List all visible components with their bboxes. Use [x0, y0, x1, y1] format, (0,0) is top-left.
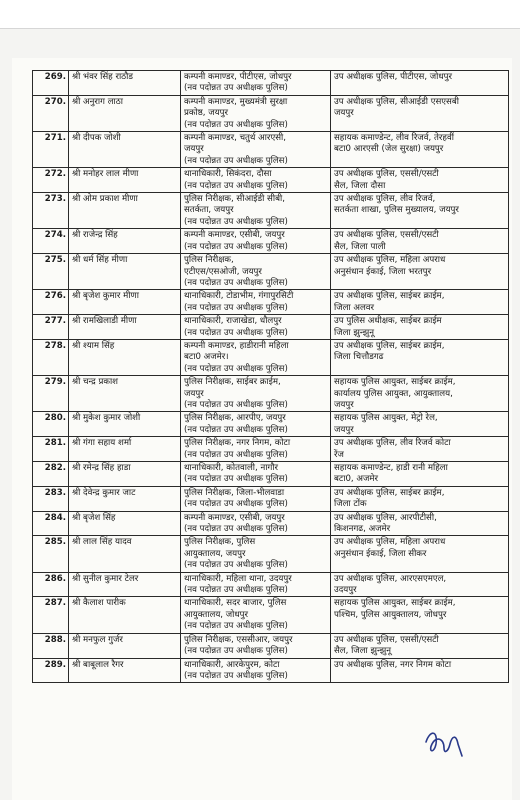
officer-name: श्री राजेन्द्र सिंह [69, 229, 181, 254]
current-posting-cell [181, 254, 331, 290]
new-posting: उप अधीक्षक पुलिस, एससी/एसटी सैल, जिला झुन्झुनू [334, 634, 439, 657]
new-posting-cell [331, 132, 509, 168]
officer-name: श्री बृजेश कुमार मीणा [69, 290, 181, 315]
officer-name: श्री मनफुल गुर्जर [69, 633, 181, 658]
current-posting-cell [181, 572, 331, 597]
serial-number: 269. [33, 71, 69, 96]
promotion-note: (नव पदोन्नत उप अधीक्षक पुलिस) [184, 155, 288, 166]
promotion-note: (नव पदोन्नत उप अधीक्षक पुलिस) [184, 180, 288, 191]
new-posting-cell [331, 658, 509, 683]
current-posting: कम्पनी कमाण्डर, एसीबी, जयपुर [184, 512, 285, 523]
serial-number: 271. [33, 132, 69, 168]
new-posting-cell [331, 95, 509, 131]
table-row [33, 254, 509, 290]
table-row [33, 412, 509, 437]
current-posting: पुलिस निरीक्षक, साईबर क्राईम, जयपुर [184, 377, 281, 399]
promotion-note: (नव पदोन्नत उप अधीक्षक पुलिस) [184, 277, 288, 288]
current-posting: पुलिस निरीक्षक, पुलिस आयुक्तालय, जयपुर [184, 537, 256, 559]
promotion-note: (नव पदोन्नत उप अधीक्षक पुलिस) [184, 363, 288, 374]
new-posting-cell [331, 572, 509, 597]
serial-number: 280. [33, 412, 69, 437]
new-posting: उप अधीक्षक पुलिस, एससी/एसटी सैल, जिला पाली [334, 230, 439, 252]
current-posting-cell [181, 658, 331, 683]
table-row [33, 462, 509, 487]
current-posting-cell [181, 339, 331, 375]
table-row [33, 536, 509, 572]
table-row [33, 376, 509, 412]
table-row [33, 511, 509, 536]
new-posting: उप अधीक्षक पुलिस, आरपीटीसी, किशनगढ, अजमेर [334, 512, 437, 535]
current-posting: थानाधिकारी, महिला थाना, उदयपुर [184, 573, 292, 584]
current-posting-cell [181, 511, 331, 536]
table-row [33, 572, 509, 597]
promotion-note: (नव पदोन्नत उप अधीक्षक पुलिस) [184, 424, 288, 435]
new-posting-cell [331, 315, 509, 340]
officer-name: श्री देवेन्द्र कुमार जाट [69, 486, 181, 511]
officer-name: श्री सुनील कुमार टेलर [69, 572, 181, 597]
current-posting-cell [181, 95, 331, 131]
officer-name: श्री अनुराग लाठा [69, 95, 181, 131]
officer-name: श्री भंवर सिंह राठौड [69, 71, 181, 96]
table-row [33, 633, 509, 658]
new-posting-cell [331, 536, 509, 572]
officer-name: श्री श्याम सिंह [69, 339, 181, 375]
current-posting: पुलिस निरीक्षक, जिला-भीलवाडा [184, 487, 285, 498]
current-posting-cell [181, 290, 331, 315]
current-posting-cell [181, 462, 331, 487]
transfer-table [32, 70, 509, 683]
officer-name: श्री गंगा सहाय शर्मा [69, 437, 181, 462]
transfer-table-body [33, 71, 509, 683]
table-row [33, 290, 509, 315]
new-posting: उप अधीक्षक पुलिस, साईबर क्राईम, जिला अलवर [334, 291, 445, 313]
officer-name: श्री लाल सिंह यादव [69, 536, 181, 572]
current-posting: पुलिस निरीक्षक, एटीएस/एसओजी, जयपुर [184, 255, 262, 277]
table-row [33, 71, 509, 96]
serial-number: 287. [33, 597, 69, 633]
serial-number: 270. [33, 95, 69, 131]
serial-number: 276. [33, 290, 69, 315]
promotion-note: (नव पदोन्नत उप अधीक्षक पुलिस) [184, 327, 288, 338]
current-posting-cell [181, 376, 331, 412]
serial-number: 273. [33, 193, 69, 229]
promotion-note: (नव पदोन्नत उप अधीक्षक पुलिस) [184, 585, 288, 596]
new-posting: सहायक पुलिस आयुक्त, साईबर क्राईम, पश्चिम, पुलिस आयुक्तालय, जोधपुर [334, 598, 456, 620]
officer-name: श्री कैलाश पारीक [69, 597, 181, 633]
promotion-note: (नव पदोन्नत उप अधीक्षक पुलिस) [184, 399, 288, 410]
serial-number: 281. [33, 437, 69, 462]
new-posting-cell [331, 462, 509, 487]
current-posting-cell [181, 597, 331, 633]
officer-name: श्री रमेन्द्र सिंह हाडा [69, 462, 181, 487]
table-row [33, 95, 509, 131]
new-posting-cell [331, 376, 509, 412]
officer-name: श्री दीपक जोशी [69, 132, 181, 168]
serial-number: 283. [33, 486, 69, 511]
current-posting: कम्पनी कमाण्डर, पीटीएस, जोधपुर [184, 72, 292, 82]
new-posting-cell [331, 193, 509, 229]
officer-name: श्री धर्म सिंह मीणा [69, 254, 181, 290]
officer-name: श्री बृजेश सिंह [69, 511, 181, 536]
new-posting: उप अधीक्षक पुलिस, एससी/एसटी सैल, जिला दौसा [334, 169, 439, 191]
new-posting: उप पुलिस अधीक्षक, साईबर क्राईम जिला झुन्झुनू [334, 316, 442, 338]
officer-name: श्री रामखिलाडी मीणा [69, 315, 181, 340]
promotion-note: (नव पदोन्नत उप अधीक्षक पुलिस) [184, 646, 288, 657]
officer-name: श्री चन्द्र प्रकाश [69, 376, 181, 412]
new-posting-cell [331, 486, 509, 511]
current-posting-cell [181, 229, 331, 254]
current-posting-cell [181, 437, 331, 462]
new-posting-cell [331, 339, 509, 375]
new-posting: उप अधीक्षक पुलिस, महिला अपराध अनुसंधान ईकाई, जिला भरतपुर [334, 255, 446, 277]
promotion-note: (नव पदोन्नत उप अधीक्षक पुलिस) [184, 499, 288, 510]
promotion-note: (नव पदोन्नत उप अधीक्षक पुलिस) [184, 621, 288, 632]
table-row [33, 486, 509, 511]
serial-number: 279. [33, 376, 69, 412]
new-posting: उप अधीक्षक पुलिस, सीआईडी एसएसबी जयपुर [334, 96, 459, 119]
current-posting: पुलिस निरीक्षक, सीआईडी सीबी, सतर्कता, जयपुर [184, 194, 285, 216]
serial-number: 289. [33, 658, 69, 683]
serial-number: 274. [33, 229, 69, 254]
top-divider [0, 28, 520, 29]
officer-name: श्री बाबूलाल रैगर [69, 658, 181, 683]
table-row [33, 437, 509, 462]
current-posting: कम्पनी कमाण्डर, चतुर्थ आरएसी, जयपुर [184, 133, 286, 155]
current-posting: थानाधिकारी, सिकंदरा, दौसा [184, 169, 272, 180]
top-bar [0, 0, 520, 28]
current-posting-cell [181, 633, 331, 658]
new-posting: उप अधीक्षक पुलिस, आरएसएमएल, उदयपुर [334, 573, 447, 596]
table-row [33, 315, 509, 340]
serial-number: 284. [33, 511, 69, 536]
current-posting: कम्पनी कमाण्डर, एसीबी, जयपुर [184, 230, 285, 241]
current-posting: कम्पनी कमाण्डर, हाडीरानी महिला बटा0 अजमेर। [184, 340, 289, 363]
promotion-note: (नव पदोन्नत उप अधीक्षक पुलिस) [184, 302, 288, 313]
promotion-note: (नव पदोन्नत उप अधीक्षक पुलिस) [184, 474, 288, 485]
current-posting-cell [181, 71, 331, 96]
new-posting: सहायक पुलिस आयुक्त, मेट्रो रेल, जयपुर [334, 413, 438, 435]
new-posting-cell [331, 437, 509, 462]
serial-number: 288. [33, 633, 69, 658]
new-posting-cell [331, 168, 509, 193]
officer-name: श्री ओम प्रकाश मीणा [69, 193, 181, 229]
current-posting: थानाधिकारी, आरकेपुरम, कोटा [184, 659, 280, 670]
new-posting-cell [331, 254, 509, 290]
current-posting-cell [181, 315, 331, 340]
promotion-note: (नव पदोन्नत उप अधीक्षक पुलिस) [184, 241, 288, 252]
new-posting: सहायक कमाण्डेन्ट, लीव रिजर्व, तेरहवीं बटा0 आरएसी (जेल सुरक्षा) जयपुर [334, 133, 454, 155]
current-posting: थानाधिकारी, सदर बाजार, पुलिस आयुक्तालय, जोधपुर [184, 598, 287, 620]
officer-name: श्री मुकेश कुमार जोशी [69, 412, 181, 437]
serial-number: 285. [33, 536, 69, 572]
serial-number: 282. [33, 462, 69, 487]
current-posting-cell [181, 412, 331, 437]
new-posting: उप अधीक्षक पुलिस, महिला अपराध अनुसंधान ईकाई, जिला सीकर [334, 537, 446, 559]
new-posting: उप अधीक्षक पुलिस, नगर निगम कोटा [334, 659, 452, 670]
officer-name: श्री मनोहर लाल मीणा [69, 168, 181, 193]
new-posting-cell [331, 412, 509, 437]
promotion-note: (नव पदोन्नत उप अधीक्षक पुलिस) [184, 524, 288, 535]
new-posting: उप अधीक्षक पुलिस, साईबर क्राईम, जिला टोंक [334, 487, 445, 510]
table-row [33, 193, 509, 229]
current-posting: थानाधिकारी, टोडाभीम, गंगापुरसिटी [184, 291, 294, 302]
promotion-note: (नव पदोन्नत उप अधीक्षक पुलिस) [184, 670, 288, 681]
table-row [33, 168, 509, 193]
new-posting: उप अधीक्षक पुलिस, लीव रिजर्व कोटा रेंज [334, 438, 451, 460]
serial-number: 278. [33, 339, 69, 375]
promotion-note: (नव पदोन्नत उप अधीक्षक पुलिस) [184, 560, 288, 571]
new-posting-cell [331, 71, 509, 96]
current-posting: पुलिस निरीक्षक, आरपीए, जयपुर [184, 413, 286, 424]
table-row [33, 229, 509, 254]
serial-number: 286. [33, 572, 69, 597]
new-posting-cell [331, 633, 509, 658]
new-posting: उप अधीक्षक पुलिस, पीटीएस, जोधपुर [334, 72, 453, 82]
current-posting-cell [181, 486, 331, 511]
current-posting: पुलिस निरीक्षक, एससीआर, जयपुर [184, 634, 293, 645]
table-row [33, 658, 509, 683]
new-posting: उप अधीक्षक पुलिस, लीव रिजर्व, सतर्कता शाखा, पुलिस मुख्यालय, जयपुर [334, 194, 459, 216]
serial-number: 275. [33, 254, 69, 290]
promotion-note: (नव पदोन्नत उप अधीक्षक पुलिस) [184, 449, 288, 460]
current-posting: थानाधिकारी, कोतवाली, नागौर [184, 463, 279, 473]
current-posting-cell [181, 536, 331, 572]
current-posting-cell [181, 193, 331, 229]
new-posting-cell [331, 229, 509, 254]
promotion-note: (नव पदोन्नत उप अधीक्षक पुलिस) [184, 83, 288, 94]
current-posting-cell [181, 168, 331, 193]
table-row [33, 132, 509, 168]
current-posting: पुलिस निरीक्षक, नगर निगम, कोटा [184, 438, 291, 449]
new-posting-cell [331, 511, 509, 536]
table-row [33, 339, 509, 375]
signature-mark [422, 722, 466, 762]
table-row [33, 597, 509, 633]
new-posting: उप अधीक्षक पुलिस, साईबर क्राईम, जिला चित्तौडगढ [334, 340, 445, 363]
new-posting: सहायक कमाण्डेन्ट, हाडी रानी महिला बटा0, अजमेर [334, 463, 448, 485]
promotion-note: (नव पदोन्नत उप अधीक्षक पुलिस) [184, 216, 288, 227]
current-posting: थानाधिकारी, राजाखेडा, धौलपुर [184, 316, 282, 327]
current-posting: कम्पनी कमाण्डर, मुख्यमंत्री सुरक्षा प्रकोष्ठ, जयपुर [184, 96, 288, 119]
promotion-note: (नव पदोन्नत उप अधीक्षक पुलिस) [184, 119, 288, 130]
serial-number: 277. [33, 315, 69, 340]
new-posting: सहायक पुलिस आयुक्त, साईबर क्राईम, कार्यालय पुलिस आयुक्त, आयुक्तालय, जयपुर [334, 377, 456, 410]
new-posting-cell [331, 290, 509, 315]
new-posting-cell [331, 597, 509, 633]
serial-number: 272. [33, 168, 69, 193]
current-posting-cell [181, 132, 331, 168]
